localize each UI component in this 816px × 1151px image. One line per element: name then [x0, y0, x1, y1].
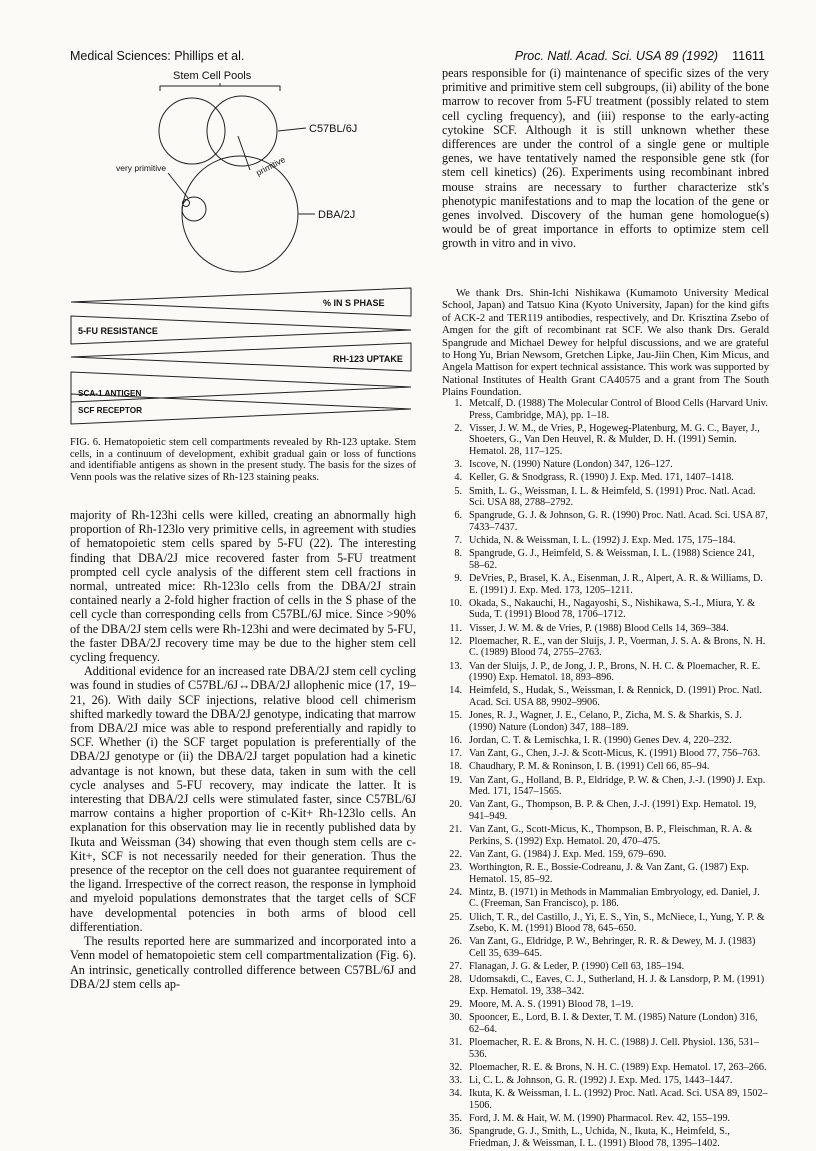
reference-number: 30.: [449, 1012, 462, 1024]
acknowledgment: We thank Drs. Shin-Ichi Nishikawa (Kumamoto University Medical School, Japan) and Tatsuo Kina (Kyoto University, Japan) for the kind gifts of ACK-2 and TER119 antibodies, respectively, and Dr. Krisztina Zsebo of Amgen for the gift of recombinant rat SCF. We also thank Drs. Gerald Spangrude and Michael Dewey for helpful discussions, and we are grateful to Hong Yu, Brian Newsom, Gretchen Lipke, Jau-Jiin Chen, Kim Micus, and Angela Mattison for expert technical assistance. This work was supported by National Institutes of Health Grant CA40575 and a grant from The South Plains Foundation.: [442, 288, 769, 399]
reference-item: [442, 1062, 769, 1074]
reference-number: 7.: [454, 535, 462, 547]
reference-text: Okada, S., Nakauchi, H., Nagayoshi, S., Nishikawa, S.-I., Miura, Y. & Suda, T. (1991) Blood 78, 1706–1712.: [469, 597, 756, 621]
reference-item: [442, 961, 769, 973]
reference-item: [442, 398, 769, 421]
reference-number: 9.: [454, 573, 462, 585]
reference-number: 17.: [449, 748, 462, 760]
reference-text: Jordan, C. T. & Lemischka, I. R. (1990) Genes Dev. 4, 220–232.: [469, 734, 732, 746]
reference-item: [442, 1126, 769, 1149]
reference-number: 22.: [449, 848, 462, 860]
reference-item: [442, 548, 769, 571]
reference-number: 36.: [449, 1126, 462, 1138]
reference-text: Van Zant, G., Eldridge, P. W., Behringer, R. R. & Dewey, M. J. (1983) Cell 35, 639–645.: [469, 936, 756, 959]
reference-text: Smith, L. G., Weissman, I. L. & Heimfeld, S. (1991) Proc. Natl. Acad. Sci. USA 88, 2788–2792.: [469, 485, 756, 509]
reference-item: [442, 862, 769, 885]
reference-text: Spangrude, G. J., Smith, L., Uchida, N., Ikuta, K., Heimfeld, S., Friedman, J. & Weissman, I. L. (1991) Blood 78, 1395–1402.: [469, 1126, 730, 1149]
reference-text: Metcalf, D. (1988) The Molecular Control of Blood Cells (Harvard Univ. Press, Cambridge, MA), pp. 1–18.: [469, 398, 768, 421]
reference-item: [442, 1088, 769, 1111]
reference-text: Worthington, R. E., Bossie-Codreanu, J. & Van Zant, G. (1987) Exp. Hematol. 15, 85–92.: [469, 862, 749, 885]
reference-number: 29.: [449, 999, 462, 1011]
reference-number: 11.: [449, 622, 462, 634]
running-header-left: Medical Sciences: Phillips et al.: [70, 49, 245, 63]
left-column-body: [70, 508, 416, 991]
running-header-right: [515, 49, 765, 63]
reference-number: 8.: [454, 548, 462, 560]
reference-number: 6.: [454, 510, 462, 522]
reference-number: 15.: [449, 710, 462, 722]
reference-text: Jones, R. J., Wagner, J. E., Celano, P., Zicha, M. S. & Sharkis, S. J. (1990) Nature (London) 347, 188–189.: [469, 710, 742, 733]
reference-item: [442, 999, 769, 1011]
left-paragraph-1: majority of Rh-123hi cells were killed, creating an abnormally high proportion of Rh-123lo very primitive cells, in agreement with studies of hematopoietic stem cells spared by 5-FU (22). The interesting finding that DBA/2J mice recovered faster from 5-FU treatment prompted cell cycle analysis of the different stem cell fractions in normal, untreated mice: Rh-123lo cells from the DBA/2J strain contained nearly a 2-fold higher fraction of cells in the S phase of the cell cycle than corresponding cells from C57BL/6J mice. Since >90% of the DBA/2J stem cells were Rh-123hi and were decimated by 5-FU, the faster DBA/2J recovery time may be due to the higher stem cell cycling frequency.: [70, 508, 416, 665]
reference-item: [442, 486, 769, 509]
reference-number: 24.: [449, 886, 462, 898]
dba-venn-small: [182, 197, 206, 221]
bar-label-s-phase: % IN S PHASE: [323, 298, 385, 308]
reference-number: 10.: [449, 597, 462, 609]
reference-number: 1.: [454, 398, 462, 409]
right-paragraph-1: pears responsible for (i) maintenance of specific sizes of the very primitive and primitive stem cell subgroups, (ii) ability of the bone marrow to recover from 5-FU treatment (possibly related to stem cell cycling frequency), and (iii) response to the early-acting cytokine SCF. Although it is still unknown whether these differences are under the control of a single gene or multiple genes, we have tentatively named the responsible gene stk (for stem cell kinetics) (26). Experiments using recombinant inbred mouse strains are necessary to further characterize stk's phenotypic manifestations and to map the location of the gene or genes involved. Discovery of the human gene homologue(s) would be of great importance in efforts to optimize stem cell growth in vitro and in vivo.: [442, 66, 769, 251]
reference-text: Ulich, T. R., del Castillo, J., Yi, E. S., Yin, S., McNiece, I., Yung, Y. P. & Zsebo, K. M. (1991) Blood 78, 645–650.: [469, 911, 765, 935]
reference-number: 34.: [449, 1088, 462, 1100]
figure-caption: FIG. 6. Hematopoietic stem cell compartments revealed by Rh-123 uptake. Stem cells, in a continuum of development, exhibit gradual gain or loss of functions and identifiable antigens as shown in the present study. The basis for the sizes of Venn pools was the relative sizes of Rh-123 staining peaks.: [70, 437, 416, 483]
c57-venn-right: [207, 96, 277, 166]
stem-pools-bracket: [160, 86, 280, 91]
reference-number: 2.: [454, 422, 462, 434]
left-paragraph-2: Additional evidence for an increased rate DBA/2J stem cell cycling was found in studies of C57BL/6J↔DBA/2J allophenic mice (17, 19–21, 26). With daily SCF injections, relative blood cell chimerism shifted markedly toward the DBA/2J genotype, indicating that marrow from DBA/2J mice was able to respond preferentially and rapidly to SCF. Whether (i) the SCF target population is preferentially of the DBA/2J genotype or (ii) the DBA/2J target population had a kinetic advantage is not known, but these data, taken in sum with the cell cycle analyses and 5-FU recovery, may indicate the latter. It is interesting that DBA/2J cells were stimulated faster, since C57BL/6J marrow contains a higher proportion of c-Kit+ Rh-123lo cells. An explanation for this observation may lie in recently published data by Ikuta and Weissman (34) showing that even though stem cells are c-Kit+, SCF is not necessarily needed for their generation. Thus the presence of the receptor on the cell does not guarantee requirement of the ligand. Irrespective of the correct reason, the response in lymphoid and myeloid populations demonstrates that the target cells of SCF have developmental potencies in both arms of blood cell differentiation.: [70, 664, 416, 934]
reference-number: 4.: [454, 472, 462, 484]
reference-text: Van Zant, G., Thompson, B. P. & Chen, J.-J. (1991) Exp. Hematol. 19, 941–949.: [469, 799, 757, 822]
bar-label-rh123: RH-123 UPTAKE: [333, 354, 403, 364]
left-paragraph-3: The results reported here are summarized and incorporated into a Venn model of hematopoietic stem cell compartmentalization (Fig. 6). An intrinsic, genetically controlled difference between C57BL/6J and DBA/2J stem cells ap-: [70, 934, 416, 991]
scf-receptor-bar: [68, 392, 423, 432]
bar-label-5fu: 5-FU RESISTANCE: [78, 326, 158, 336]
reference-number: 31.: [449, 1037, 462, 1049]
reference-text: Van Zant, G., Holland, B. P., Eldridge, P. W. & Chen, J.-J. (1990) J. Exp. Med. 171, 1547–1565.: [469, 774, 766, 798]
reference-number: 18.: [449, 761, 462, 773]
journal-citation: Proc. Natl. Acad. Sci. USA 89 (1992): [514, 49, 719, 63]
reference-text: Iscove, N. (1990) Nature (London) 347, 126–127.: [469, 459, 673, 471]
reference-text: DeVries, P., Brasel, K. A., Eisenman, J. R., Alpert, A. R. & Williams, D. E. (1991) J. Exp. Med. 173, 1205–1211.: [469, 573, 763, 596]
reference-item: [442, 799, 769, 822]
reference-item: [442, 1075, 769, 1087]
reference-item: [442, 748, 769, 760]
reference-number: 13.: [449, 660, 462, 672]
reference-item: [442, 636, 769, 659]
reference-number: 16.: [449, 734, 462, 746]
strain-dba-label: DBA/2J: [318, 209, 356, 221]
right-column-body: [442, 66, 769, 251]
fig-title: Stem Cell Pools: [173, 70, 252, 82]
reference-item: [442, 710, 769, 733]
bar-label-sca1: SCA-1 ANTIGEN: [78, 389, 142, 398]
reference-text: Spangrude, G. J., Heimfeld, S. & Weissman, I. L. (1988) Science 241, 58–62.: [469, 548, 755, 571]
reference-number: 19.: [449, 774, 462, 786]
reference-number: 21.: [449, 824, 462, 836]
reference-text: Ploemacher, R. E. & Brons, N. H. C. (1988) J. Cell. Physiol. 136, 531–536.: [469, 1037, 759, 1060]
reference-item: [442, 1037, 769, 1060]
reference-item: [442, 936, 769, 959]
very-primitive-leader: [168, 173, 188, 198]
reference-text: Ploemacher, R. E. & Brons, N. H. C. (1989) Exp. Hematol. 17, 263–266.: [469, 1061, 767, 1073]
reference-text: Spooncer, E., Lord, B. I. & Dexter, T. M. (1985) Nature (London) 316, 62–64.: [469, 1012, 758, 1035]
reference-text: Van Zant, G. (1984) J. Exp. Med. 159, 679–690.: [469, 848, 667, 860]
reference-item: [442, 849, 769, 861]
very-primitive-label: very primitive: [116, 163, 167, 173]
reference-text: Chaudhary, P. M. & Roninson, I. B. (1991) Cell 66, 85–94.: [469, 761, 710, 773]
dba-venn-large: [182, 156, 298, 272]
reference-item: [442, 423, 769, 458]
reference-text: Van Zant, G., Scott-Micus, K., Thompson, B. P., Fleischman, R. A. & Perkins, S. (1992) Exp. Hematol. 20, 470–475.: [469, 824, 753, 847]
reference-item: [442, 623, 769, 635]
reference-number: 25.: [449, 911, 462, 923]
reference-item: [442, 472, 769, 484]
reference-item: [442, 685, 769, 708]
reference-item: [442, 761, 769, 773]
reference-text: Heimfeld, S., Hudak, S., Weissman, I. & Rennick, D. (1991) Proc. Natl. Acad. Sci. USA 88, 9902–9906.: [469, 685, 762, 708]
reference-item: [442, 459, 769, 471]
reference-item: [442, 535, 769, 547]
reference-item: [442, 573, 769, 596]
page-number: 11611: [732, 49, 765, 63]
reference-list: [442, 398, 769, 1151]
reference-item: [442, 1113, 769, 1125]
reference-text: Ford, J. M. & Hait, W. M. (1990) Pharmacol. Rev. 42, 155–199.: [469, 1113, 731, 1125]
reference-text: Spangrude, G. J. & Johnson, G. R. (1990) Proc. Natl. Acad. Sci. USA 87, 7433–7437.: [469, 510, 768, 533]
reference-item: [442, 510, 769, 533]
reference-text: Li, C. L. & Johnson, G. R. (1992) J. Exp. Med. 175, 1443–1447.: [469, 1075, 733, 1087]
reference-number: 14.: [449, 685, 462, 697]
reference-text: Keller, G. & Snodgrass, R. (1990) J. Exp. Med. 171, 1407–1418.: [469, 472, 734, 484]
reference-text: Ikuta, K. & Weissman, I. L. (1992) Proc. Natl. Acad. Sci. USA 89, 1502–1506.: [469, 1088, 768, 1111]
reference-number: 33.: [449, 1075, 462, 1087]
reference-item: [442, 824, 769, 847]
reference-item: [442, 912, 769, 935]
reference-number: 3.: [454, 459, 462, 471]
primitive-leader: [238, 136, 250, 170]
reference-text: Uchida, N. & Weissman, I. L. (1992) J. Exp. Med. 175, 175–184.: [469, 535, 736, 547]
reference-item: [442, 598, 769, 621]
reference-number: 23.: [449, 862, 462, 874]
reference-number: 26.: [449, 936, 462, 948]
reference-text: Van Zant, G., Chen, J.-J. & Scott-Micus, K. (1991) Blood 77, 756–763.: [469, 748, 761, 760]
reference-text: Moore, M. A. S. (1991) Blood 78, 1–19.: [469, 999, 634, 1011]
reference-item: [442, 887, 769, 910]
reference-text: Mintz, B. (1971) in Methods in Mammalian Embryology, ed. Daniel, J. C. (Freeman, San Francisco), p. 186.: [469, 886, 760, 910]
reference-text: Ploemacher, R. E., van der Sluijs, J. P., Voerman, J. S. A. & Brons, N. H. C. (1989) Blood 74, 2755–2763.: [469, 635, 766, 659]
reference-item: [442, 775, 769, 798]
reference-number: 5.: [454, 485, 462, 497]
reference-number: 28.: [449, 974, 462, 986]
bar-label-scf-receptor: SCF RECEPTOR: [78, 406, 142, 415]
reference-number: 32.: [449, 1061, 462, 1073]
reference-number: 27.: [449, 961, 462, 973]
reference-text: Visser, J. W. M., de Vries, P., Hogeweg-Platenburg, M. G. C., Bayer, J., Shoeters, G., Van Den Heuvel, R. & Mulder, D. H. (1991) Semin. Hematol. 28, 117–125.: [469, 422, 760, 457]
reference-text: Udomsakdi, C., Eaves, C. J., Sutherland, H. J. & Lansdorp, P. M. (1991) Exp. Hematol. 19, 338–342.: [469, 974, 765, 997]
reference-text: Flanagan, J. G. & Leder, P. (1990) Cell 63, 185–194.: [469, 961, 685, 973]
reference-number: 20.: [449, 799, 462, 811]
reference-number: 35.: [449, 1113, 462, 1125]
reference-item: [442, 735, 769, 747]
strain-c57-label: C57BL/6J: [309, 123, 358, 135]
reference-item: [442, 1012, 769, 1035]
reference-number: 12.: [449, 635, 462, 647]
reference-text: Visser, J. W. M. & de Vries, P. (1988) Blood Cells 14, 369–384.: [469, 622, 729, 634]
reference-item: [442, 661, 769, 684]
reference-item: [442, 974, 769, 997]
reference-text: Van der Sluijs, J. P., de Jong, J. P., Brons, N. H. C. & Ploemacher, R. E. (1990) Exp. Hematol. 18, 893–896.: [469, 660, 761, 684]
primitive-label: primitive: [254, 154, 287, 178]
c57-leader-line: [278, 128, 306, 131]
